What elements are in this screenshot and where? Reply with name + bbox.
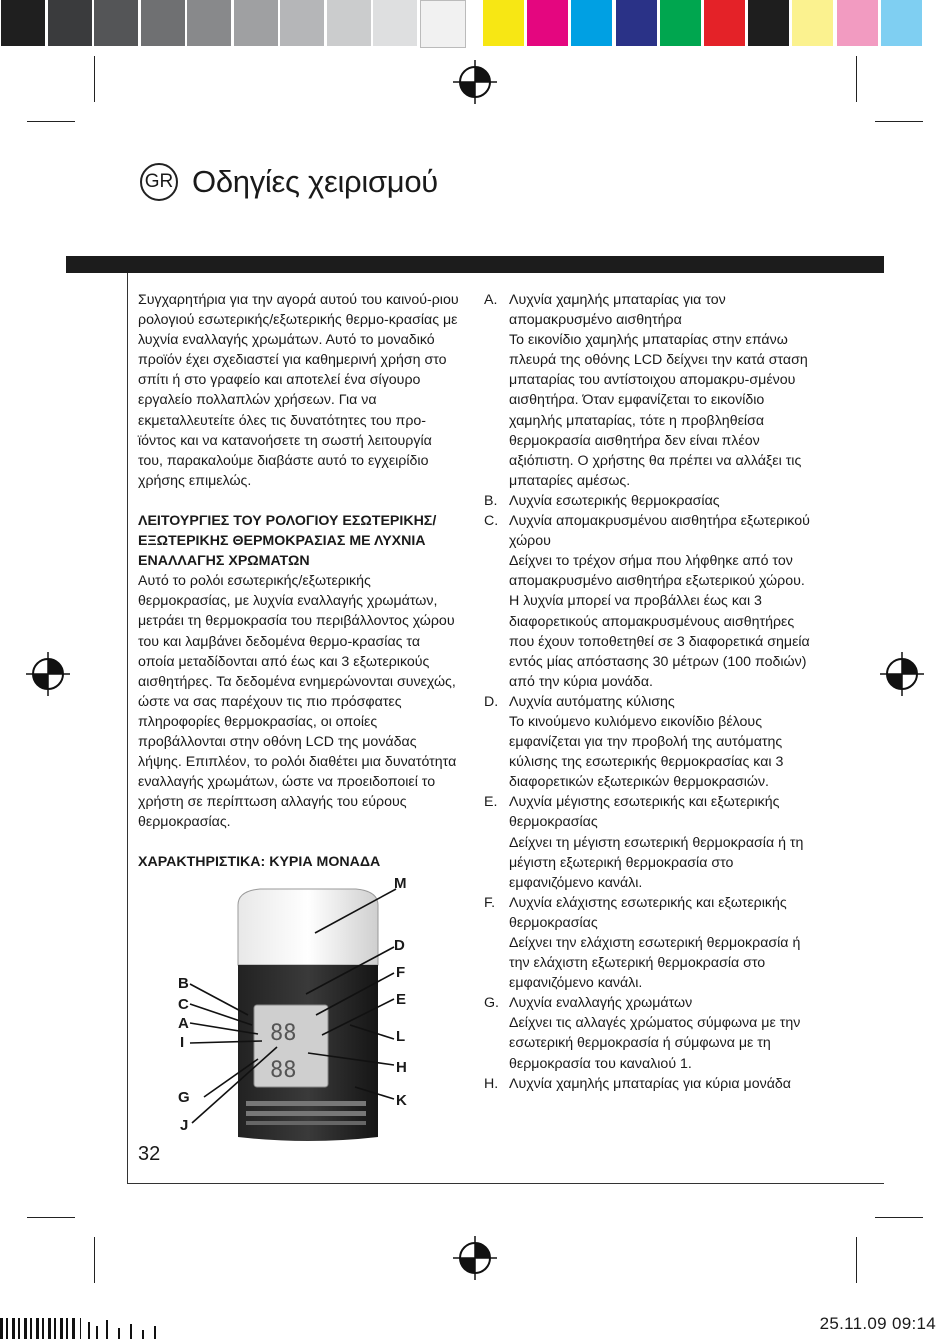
svg-text:88: 88 [270,1058,297,1083]
feature-list-item [484,692,814,792]
label-c: C [178,996,189,1013]
features-heading: ΧΑΡΑΚΤΗΡΙΣΤΙΚΑ: ΚΥΡΙΑ ΜΟΝΑΔΑ [138,854,381,871]
feature-description: Δείχνει το τρέχον σήμα που λήφθηκε από τον απομακρυσμένο αισθητήρα εξωτερικού χώρου. Η λυχνία μπορεί να προβάλλει έως και 3 διαφορετικούς απομακρυσμένους αισθητήρες που έχουν τοποθετηθεί σε 3 διαφορετικά σημεία εντός μίας απόστασης 30 μέτρων (100 ποδιών) από την κύρια μονάδα. [509,553,810,690]
feature-list-item [484,290,814,491]
feature-letter: H. [484,1075,499,1092]
feature-letter: B. [484,492,498,509]
color-swatch [704,0,745,46]
feature-title: Λυχνία ελάχιστης εσωτερικής και εξωτερικής θερμοκρασίας [509,894,787,931]
gray-swatch [141,0,185,46]
gray-swatch [280,0,324,46]
print-timestamp: 25.11.09 09:14 [819,1314,936,1333]
feature-letter: E. [484,794,498,811]
feature-description: Δείχνει την ελάχιστη εσωτερική θερμοκρασία ή την ελάχιστη εξωτερική θερμοκρασία στο εμφανιζόμενο κανάλι. [509,935,801,992]
registration-mark-left-icon [26,652,70,696]
gray-swatch [1,0,45,46]
color-swatch [527,0,568,46]
feature-letter: D. [484,693,499,710]
feature-list-item [484,491,814,511]
page-header [140,160,438,204]
feature-description: Το κινούμενο κυλιόμενο εικονίδιο βέλους εμφανίζεται για την προβολή της αυτόματης κύλισης της εσωτερικής θερμοκρασίας και 3 διαφορετικών εξωτερικών θερμοκρασιών. [509,713,784,791]
gray-swatch [187,0,231,46]
label-d: D [394,937,405,954]
color-swatch [748,0,789,46]
feature-letter: C. [484,513,499,530]
label-b: B [178,975,189,992]
label-k: K [396,1092,407,1109]
label-a: A [178,1015,189,1032]
slug-barcode-icon [0,1312,170,1339]
color-swatch [483,0,524,46]
color-swatch [616,0,657,46]
intro-paragraph: Συγχαρητήρια για την αγορά αυτού του καινού-ριου ρολογιού εσωτερικής/εξωτερικής θερμο-κρασίας με λυχνία εναλλαγής χρωμάτων. Αυτό το μοναδικό προϊόν έχει σχεδιαστεί για καθημερινή χρήση στο σπίτι ή στο γραφείο και αποτελεί ένα σίγουρο εργαλείο πολλαπλών χρήσεων. Για να εκμεταλλευτείτε όλες τις δυνατότητες του προ-ϊόντος και να κατανοήσετε τη σωστή λειτουργία του, παρακαλούμε διαβάστε αυτό το εγχειρίδιο χρήσης επιμελώς. [138,292,459,489]
functions-paragraph: Αυτό το ρολόι εσωτερικής/εξωτερικής θερμοκρασίας, με λυχνία εναλλαγής χρωμάτων, μετράει τη θερμοκρασία του περιβάλλοντος χώρου του και λαμβάνει δεδομένα θερμο-κρασίας τα οποία μεταδίδονται από έως και 3 εξωτερικούς αισθητήρες. Τα δεδομένα ενημερώνονται συνεχώς, ώστε να σας παρέχουν τις πιο πρόσφατες πληροφορίες θερμοκρασίας, οι οποίες προβάλλονται στην οθόνη LCD της μονάδας λήψης. Επιπλέον, το ρολόι διαθέτει μια δυνατότητα εναλλαγής χρωμάτων, ώστε να προειδοποιεί το χρήστη σε περίπτωση αλλαγής του εύρους θερμοκρασίας. [138,573,457,831]
gray-swatch [94,0,138,46]
feature-list [484,290,814,1094]
footer-rule [127,1183,884,1184]
registration-mark-right-icon [880,652,924,696]
feature-title: Λυχνία εσωτερικής θερμοκρασίας [509,492,720,509]
device-diagram [150,875,450,1145]
feature-description: Το εικονίδιο χαμηλής μπαταρίας στην επάνω πλευρά της οθόνης LCD δείχνει την κατά σταση μπαταρίας του αντίστοιχου απομακρυ-σμένου αισθητήρα. Όταν εμφανίζεται το εικονίδιο χαμηλής μπαταρίας, τότε η προβληθείσα θερμοκρασία αισθητήρα δεν είναι πλέον αξιόπιστη. Ο χρήστης θα πρέπει να αλλάξει τις μπαταρίες αμέσως. [509,332,808,489]
feature-letter: G. [484,995,499,1012]
feature-description: Δείχνει τη μέγιστη εσωτερική θερμοκρασία ή τη μέγιστη εξωτερική θερμοκρασία στο εμφανιζόμενο κανάλι. [509,834,804,891]
registration-mark-bottom-icon [453,1236,497,1280]
color-swatch [837,0,878,46]
page-title: Οδηγίες χειρισμού [192,164,438,199]
header-band [66,256,884,273]
language-badge: GR [140,163,178,201]
feature-title: Λυχνία μέγιστης εσωτερικής και εξωτερικής θερμοκρασίας [509,794,780,831]
left-margin-rule [127,273,128,1183]
gray-swatch [48,0,92,46]
gray-swatch [327,0,371,46]
feature-title: Λυχνία χαμηλής μπαταρίας για κύρια μονάδα [509,1075,792,1092]
label-f: F [396,964,406,981]
feature-letter: A. [484,292,498,308]
feature-title: Λυχνία χαμηλής μπαταρίας για τον απομακρυσμένο αισθητήρα [509,292,726,329]
label-l: L [396,1028,406,1045]
feature-title: Λυχνία εναλλαγής χρωμάτων [509,995,693,1012]
label-m: M [394,875,407,892]
feature-description: Δείχνει τις αλλαγές χρώματος σύμφωνα με την εσωτερική θερμοκρασία ή σύμφωνα με τη θερμοκρασία του καναλιού 1. [509,1015,801,1072]
feature-list-item [484,792,814,892]
color-swatch [792,0,833,46]
feature-list-item [484,511,814,692]
svg-text:88: 88 [270,1021,297,1046]
feature-letter: F. [484,894,496,911]
label-g: G [178,1089,190,1106]
color-swatch [881,0,922,46]
right-column [484,290,814,1094]
feature-list-item [484,993,814,1073]
color-swatch [571,0,612,46]
feature-title: Λυχνία αυτόματης κύλισης [509,693,675,710]
gray-swatch [373,0,417,46]
feature-list-item [484,1074,814,1094]
label-j: J [180,1117,189,1134]
gray-swatch [234,0,278,46]
label-i: I [180,1034,185,1051]
feature-title: Λυχνία απομακρυσμένου αισθητήρα εξωτερικού χώρου [509,513,810,550]
left-column [138,290,460,873]
label-e: E [396,991,407,1008]
color-swatch [660,0,701,46]
gray-swatch [420,0,466,48]
feature-list-item [484,893,814,993]
functions-heading: ΛΕΙΤΟΥΡΓΙΕΣ ΤΟΥ ΡΟΛΟΓΙΟΥ ΕΣΩΤΕΡΙΚΗΣ/ ΕΞΩΤΕΡΙΚΗΣ ΘΕΡΜΟΚΡΑΣΙΑΣ ΜΕ ΛΥΧΝΙΑ ΕΝΑΛΛΑΓΗΣ ΧΡΩΜΑΤΩΝ [138,512,437,570]
registration-mark-top-icon [453,60,497,104]
label-h: H [396,1059,407,1076]
page-number: 32 [138,1143,161,1165]
